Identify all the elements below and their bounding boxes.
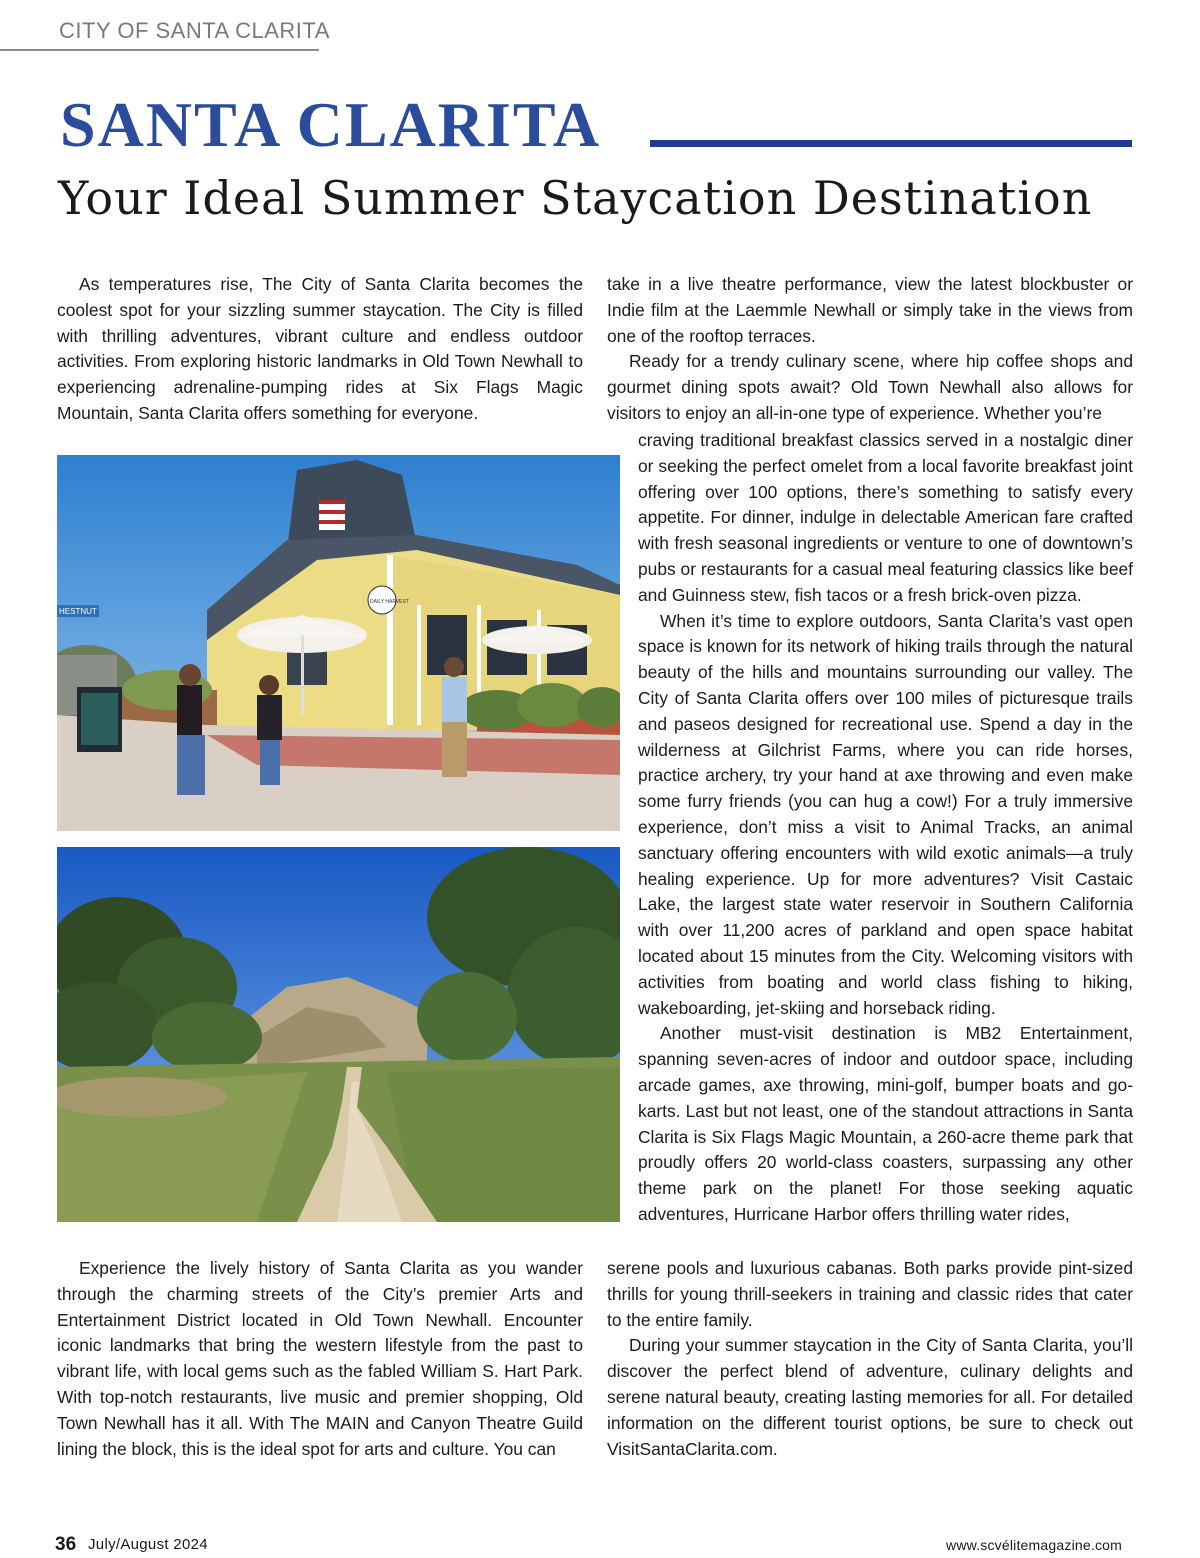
article-paragraph: Experience the lively history of Santa Clarita as you wander through the charming streets of the City’s premier Arts and Entertainment District located in Old Town Newhall. Encounter iconic landmarks that bring the western lifestyle from the past to vibrant life, with local gems such as the fabled William S. Hart Park. With top-notch restaurants, live music and premier shopping, Old Town Newhall has it all. With The MAIN and Canyon Theatre Guild lining the block, this is the ideal spot for arts and culture. You can xyxy=(57,1258,583,1459)
article-column-right-top xyxy=(607,272,1133,427)
article-paragraph: As temperatures rise, The City of Santa Clarita becomes the coolest spot for your sizzling summer staycation. The City is filled with thrilling adventures, vibrant culture and endless outdoor activities. From exploring historic landmarks in Old Town Newhall to experiencing adrenaline-pumping rides at Six Flags Magic Mountain, Santa Clarita offers something for everyone. xyxy=(57,274,583,423)
magazine-url: www.scvélitemagazine.com xyxy=(946,1537,1122,1553)
article-subtitle: Your Ideal Summer Staycation Destination xyxy=(58,171,1093,225)
article-title: SANTA CLARITA xyxy=(60,89,602,160)
article-paragraph: Ready for a trendy culinary scene, where hip coffee shops and gourmet dining spots await? Old Town Newhall also allows for visitors to enjoy an all-in-one type of experience. Whether you’re xyxy=(607,351,1133,423)
street-sign-text: HESTNUT xyxy=(59,607,97,616)
article-column-left-bottom xyxy=(57,1256,583,1462)
article-column-right-bottom xyxy=(607,1256,1133,1462)
article-paragraph: When it’s time to explore outdoors, Santa Clarita’s vast open space is known for its network of hiking trails through the natural beauty of the hills and mountains surrounding our valley. The City of Santa Clarita offers over 100 miles of picturesque trails and paseos designed for recreational use. Spend a day in the wilderness at Gilchrist Farms, where you can ride horses, practice archery, try your hand at axe throwing and even make some furry friends (you can hug a cow!) For a truly immersive experience, don’t miss a visit to Animal Tracks, an animal sanctuary offering encounters with wild exotic animals—a truly healing experience. Up for more adventures? Visit Castaic Lake, the largest state water reservoir in Southern California with over 11,200 acres of parkland and open space habitat located about 15 minutes from the City. Welcoming visitors with activities from boating and world class fishing to hiking, wakeboarding, jet-skiing and horseback riding. xyxy=(638,610,1133,1018)
photo-hiking-trail xyxy=(57,847,620,1222)
article-paragraph-continued: take in a live theatre performance, view the latest blockbuster or Indie film at the Laemmle Newhall or simply take in the views from one of the rooftop terraces. xyxy=(607,274,1133,346)
article-paragraph-continued: serene pools and luxurious cabanas. Both parks provide pint-sized thrills for young thrill-seekers in training and classic rides that cater to the entire family. xyxy=(607,1258,1133,1330)
page-number: 36 xyxy=(55,1534,77,1555)
section-label-text: CITY OF SANTA CLARITA xyxy=(59,18,330,43)
article-paragraph-continued: craving traditional breakfast classics served in a nostalgic diner or seeking the perfect omelet from a local favorite breakfast joint offering over 100 options, there’s something to satisfy every appetite. For dinner, indulge in delectable American fare crafted with fresh seasonal ingredients or venture to one of downtown’s pubs or restaurants for a casual meal featuring classics like beef and Guinness stew, fish tacos or a fresh brick-oven pizza. xyxy=(638,430,1133,605)
section-rule xyxy=(0,49,319,51)
photo-old-town-newhall xyxy=(57,455,620,831)
title-rule xyxy=(650,140,1132,147)
article-column-left-top xyxy=(57,272,583,427)
article-paragraph: During your summer staycation in the City of Santa Clarita, you’ll discover the perfect blend of adventure, culinary delights and serene natural beauty, creating lasting memories for all. For detailed information on the different tourist options, be sure to check out VisitSantaClarita.com. xyxy=(607,1335,1133,1459)
article-paragraph: Another must-visit destination is MB2 Entertainment, spanning seven-acres of indoor and outdoor space, including arcade games, axe throwing, mini-golf, bumper boats and go-karts. Last but not least, one of the standout attractions in Santa Clarita is Six Flags Magic Mountain, a 260-acre theme park that proudly offers 20 world-class coasters, surpassing any other theme park on the planet! For those seeking aquatic adventures, Hurricane Harbor offers thrilling water rides, xyxy=(638,1023,1133,1224)
shop-sign-text: DAILY HARVEST xyxy=(370,599,409,605)
issue-date: July/August 2024 xyxy=(88,1536,208,1553)
article-column-right-narrow xyxy=(638,428,1133,1228)
